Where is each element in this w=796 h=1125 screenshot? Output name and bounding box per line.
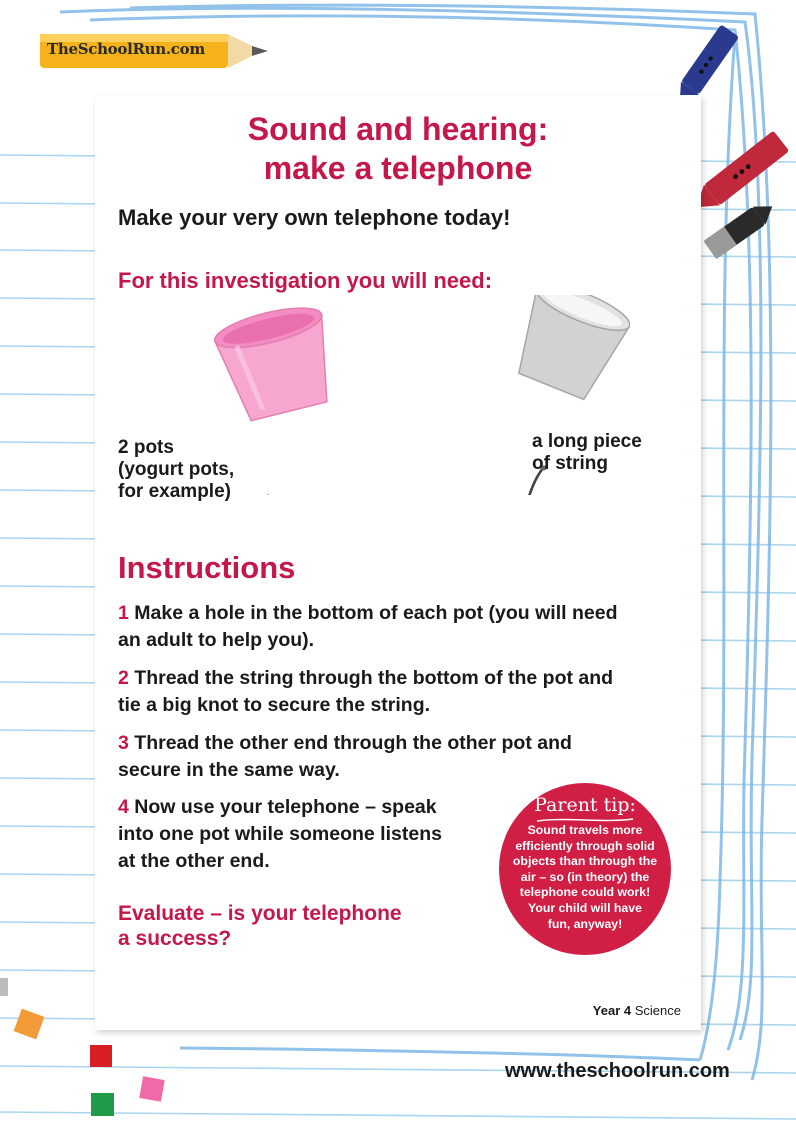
tip-line: fun, anyway! [547,916,623,931]
confetti-grey [0,978,8,996]
intro-text: Make your very own telephone today! [118,205,511,230]
materials-heading: For this investigation you will need: [118,268,493,293]
logo-text[interactable]: TheSchoolRun.com [47,40,205,58]
instruction-step-4 [118,794,442,875]
step-text: Make a hole in the bottom of each pot (you will need [134,602,618,624]
confetti-green [91,1093,114,1116]
parent-tip-title: Parent tip: [534,794,636,816]
tip-line: objects than through the [512,854,658,869]
instruction-step-3 [118,730,572,784]
step-text: Thread the other end through the other pot and [134,732,572,754]
tip-line: Your child will have [528,900,642,915]
material-string-line: of string [532,453,608,474]
step-text: tie a big knot to secure the string. [118,694,431,716]
crayon-red-icon [688,131,789,218]
step-text: Thread the string through the bottom of the pot and [134,667,614,689]
instructions-heading: Instructions [118,550,296,585]
evaluate-line: Evaluate – is your telephone [118,902,402,925]
string-line [269,467,544,495]
material-pots-label [118,437,234,503]
step-number: 4 [118,796,129,818]
parent-tip-body [509,823,661,932]
material-pots-line: (yogurt pots, [118,459,235,480]
footer-year: Year 4 [592,1003,632,1018]
material-pots-line: for example) [118,481,231,502]
material-string-label [532,431,642,475]
site-url-link[interactable]: www.theschoolrun.com [505,1060,730,1082]
worksheet-card [95,95,701,1030]
confetti-orange [14,1009,45,1040]
footer-subject: Science [634,1003,681,1018]
tip-line: Sound travels more [527,823,643,837]
tip-line: efficiently through solid [515,838,655,853]
step-text: secure in the same way. [118,759,340,781]
page-title-line-2: make a telephone [263,150,533,186]
page-title-line-1: Sound and hearing: [247,111,549,147]
material-pots-line: 2 pots [118,437,174,458]
grey-pot-icon [505,295,630,405]
evaluate-prompt [118,901,402,951]
step-text: Now use your telephone – speak [134,796,437,818]
confetti-pink [139,1076,164,1101]
tip-line: air – so (in theory) the [520,869,650,884]
tip-line: telephone could work! [519,885,651,900]
string-knot-left [266,495,271,496]
confetti-red [90,1045,112,1067]
step-text: an adult to help you). [118,629,315,651]
parent-tip-badge [499,783,671,955]
instruction-step-1 [118,600,618,654]
material-string-line: a long piece [532,431,642,452]
step-number: 3 [118,732,129,754]
evaluate-line: a success? [118,927,232,950]
step-number: 2 [118,667,129,689]
step-text: at the other end. [118,850,270,872]
instruction-step-2 [118,665,613,719]
step-text: into one pot while someone listens [118,823,442,845]
step-number: 1 [118,602,129,624]
footer-label [593,1003,681,1018]
pink-pot-icon [211,300,342,425]
